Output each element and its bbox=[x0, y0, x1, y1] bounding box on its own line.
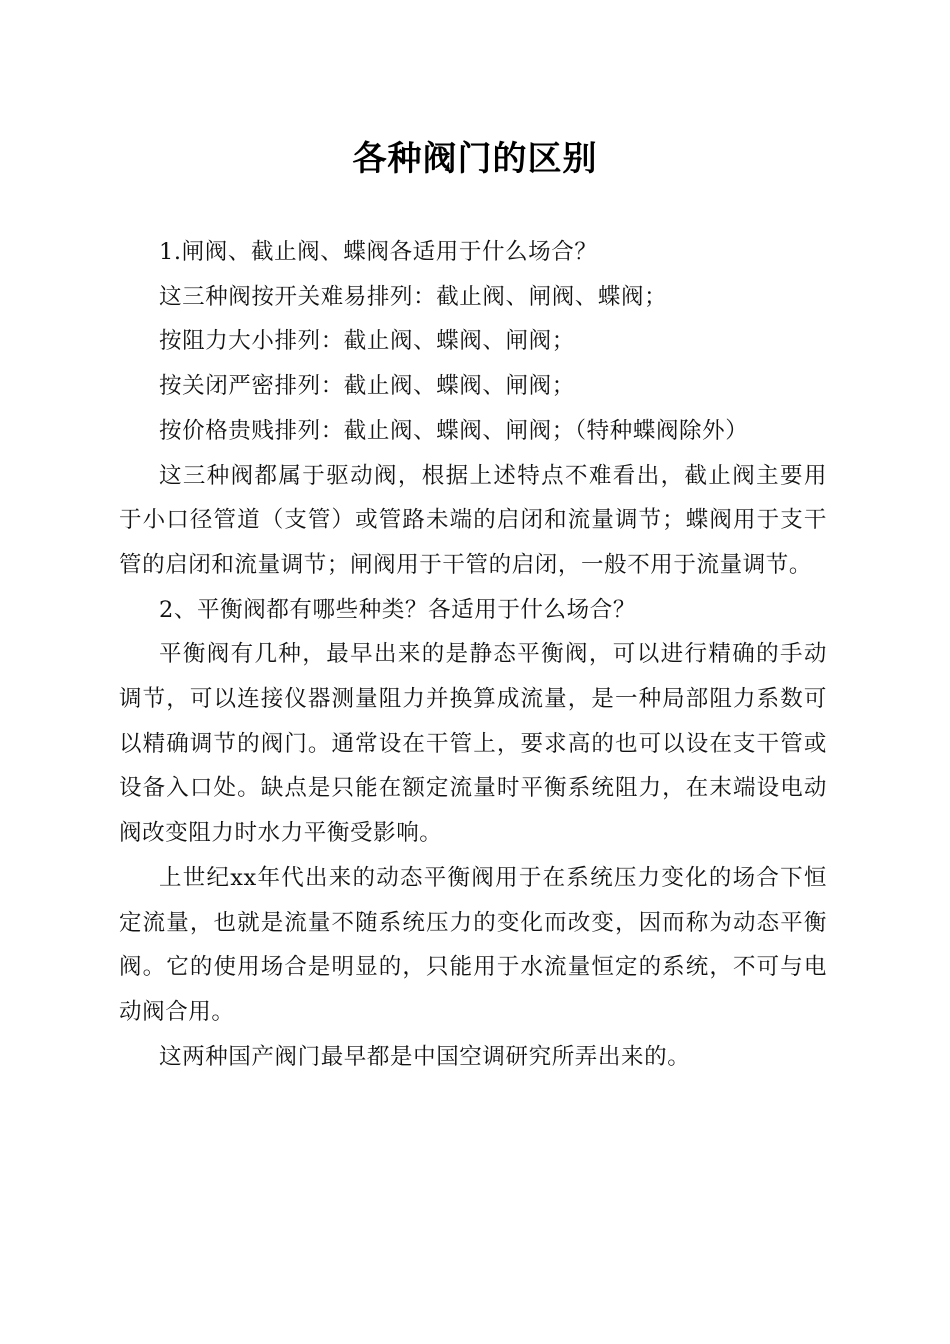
paragraph-origin: 这两种国产阀门最早都是中国空调研究所弄出来的。 bbox=[159, 1043, 691, 1070]
paragraph-resistance-order: 按阻力大小排列：截止阀、蝶阀、闸阀； bbox=[159, 328, 575, 355]
paragraph-static-balance-valve: 平衡阀有几种，最早出来的是静态平衡阀，可以进行精确的手动调节，可以连接仪器测量阻力并换算成流量，是一种局部阻力系数可以精确调节的阀门。通常设在干管上，要求高的也可以设在支干管或设备入口处。缺点是只能在额定流量时平衡系统阻力，在末端设电动阀改变阻力时水力平衡受影响。 bbox=[119, 641, 827, 847]
paragraph-dynamic-balance-valve: 上世纪xx年代出来的动态平衡阀用于在系统压力变化的场合下恒定流量，也就是流量不随系统压力的变化而改变，因而称为动态平衡阀。它的使用场合是明显的，只能用于水流量恒定的系统，不可与电动阀合用。 bbox=[119, 864, 827, 1025]
paragraph-open-close-order: 这三种阀按开关难易排列：截止阀、闸阀、蝶阀； bbox=[159, 283, 668, 310]
paragraph-question-2: 2、平衡阀都有哪些种类？各适用于什么场合？ bbox=[159, 596, 636, 623]
paragraph-price-order: 按价格贵贱排列：截止阀、蝶阀、闸阀；（特种蝶阀除外） bbox=[159, 417, 749, 444]
paragraph-sealing-order: 按关闭严密排列：截止阀、蝶阀、闸阀； bbox=[159, 373, 575, 400]
paragraph-question-1: 1.闸阀、截止阀、蝶阀各适用于什么场合？ bbox=[159, 239, 598, 265]
paragraph-drive-valve-usage: 这三种阀都属于驱动阀，根据上述特点不难看出，截止阀主要用于小口径管道（支管）或管路未端的启闭和流量调节；蝶阀用于支干管的启闭和流量调节；闸阀用于干管的启闭，一般不用于流量调节。 bbox=[119, 462, 827, 578]
document-body bbox=[119, 230, 827, 1079]
document-title: 各种阀门的区别 bbox=[352, 139, 598, 179]
